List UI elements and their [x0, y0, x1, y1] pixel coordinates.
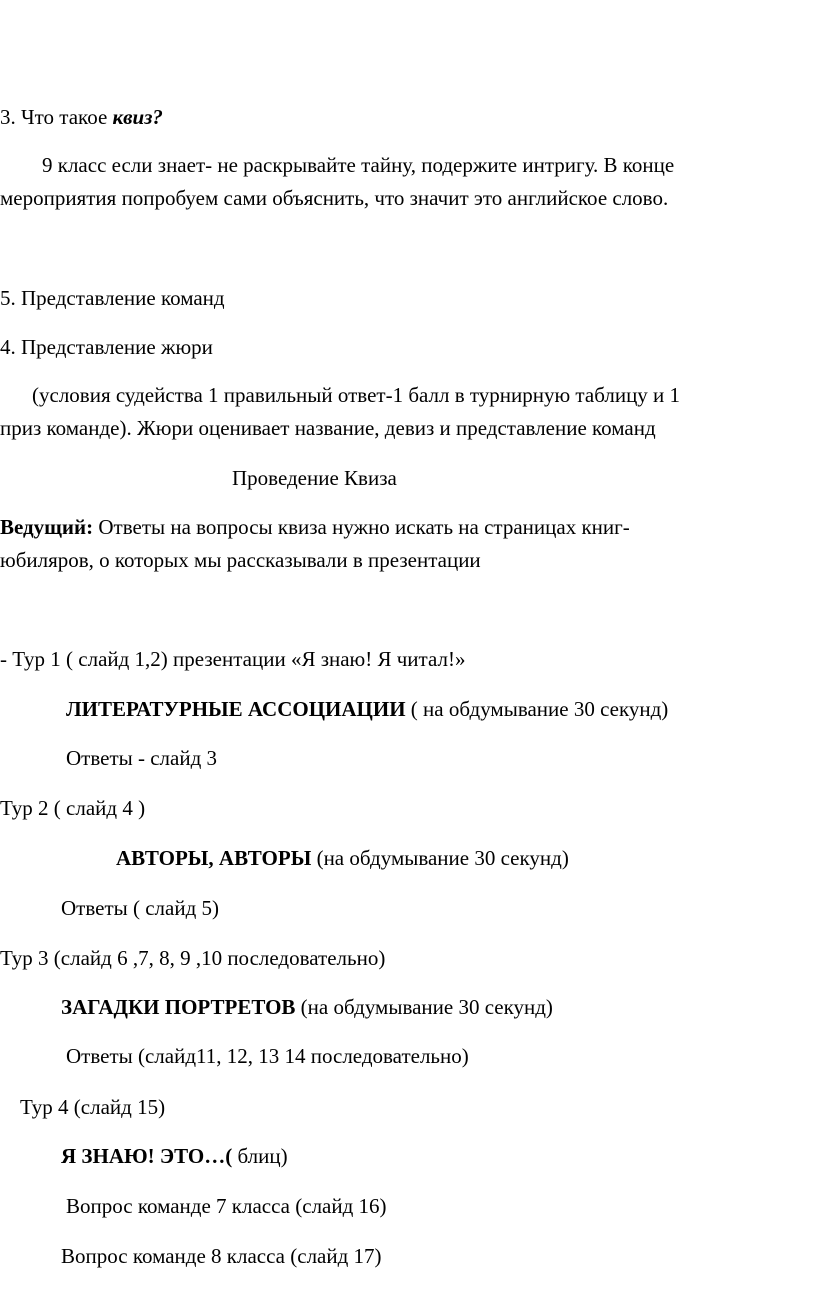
quiz-word: квиз? [112, 105, 163, 129]
host-label: Ведущий: [0, 515, 94, 539]
tour-3-title-line [61, 994, 553, 1020]
tour-4-line: Тур 4 (слайд 15) [20, 1095, 166, 1119]
grade9-line-2: мероприятия попробуем сами объяснить, что значит это английское слово. [0, 186, 669, 210]
tour-2-line: Тур 2 ( слайд 4 ) [0, 796, 146, 820]
tour-1-answers: Ответы - слайд 3 [66, 746, 218, 770]
tour-3-answers: Ответы (слайд11, 12, 13 14 последовательно) [66, 1044, 469, 1068]
tour-4-title-line [61, 1143, 288, 1169]
grade9-line-1: 9 класс если знает- не раскрывайте тайну, подержите интригу. В конце [42, 153, 675, 177]
judging-line-2: приз команде). Жюри оценивает название, девиз и представление команд [0, 416, 656, 440]
judging-line-1: (условия судейства 1 правильный ответ-1 балл в турнирную таблицу и 1 [32, 383, 681, 407]
quiz-heading: Проведение Квиза [232, 466, 397, 490]
tour-1-title: ЛИТЕРАТУРНЫЕ АССОЦИАЦИИ [66, 697, 406, 721]
host-line-1 [0, 514, 630, 540]
question-3-line [0, 104, 163, 130]
tour-3-title: ЗАГАДКИ ПОРТРЕТОВ [61, 995, 296, 1019]
tour-4-note: блиц) [232, 1144, 288, 1168]
tour-2-title-line [116, 845, 569, 871]
host-text-1: Ответы на вопросы квиза нужно искать на страницах книг- [93, 515, 630, 539]
tour-3-line: Тур 3 (слайд 6 ,7, 8, 9 ,10 последовательно) [0, 946, 386, 970]
tour-1-title-line [66, 696, 668, 722]
tour-1-line: - Тур 1 ( слайд 1,2) презентации «Я знаю! Я читал!» [0, 647, 466, 671]
question-grade-8: Вопрос команде 8 класса (слайд 17) [61, 1244, 382, 1268]
question-grade-7: Вопрос команде 7 класса (слайд 16) [66, 1194, 387, 1218]
tour-4-title: Я ЗНАЮ! ЭТО…( [61, 1144, 233, 1168]
tour-2-title: АВТОРЫ, АВТОРЫ [116, 846, 312, 870]
question-3-prefix: 3. Что такое [0, 105, 113, 129]
tour-3-note: (на обдумывание 30 секунд) [295, 995, 553, 1019]
item-5-teams: 5. Представление команд [0, 286, 225, 310]
host-line-2: юбиляров, о которых мы рассказывали в презентации [0, 548, 481, 572]
tour-2-answers: Ответы ( слайд 5) [61, 896, 220, 920]
tour-1-note: ( на обдумывание 30 секунд) [405, 697, 669, 721]
tour-2-note: (на обдумывание 30 секунд) [311, 846, 569, 870]
item-4-jury: 4. Представление жюри [0, 335, 213, 359]
